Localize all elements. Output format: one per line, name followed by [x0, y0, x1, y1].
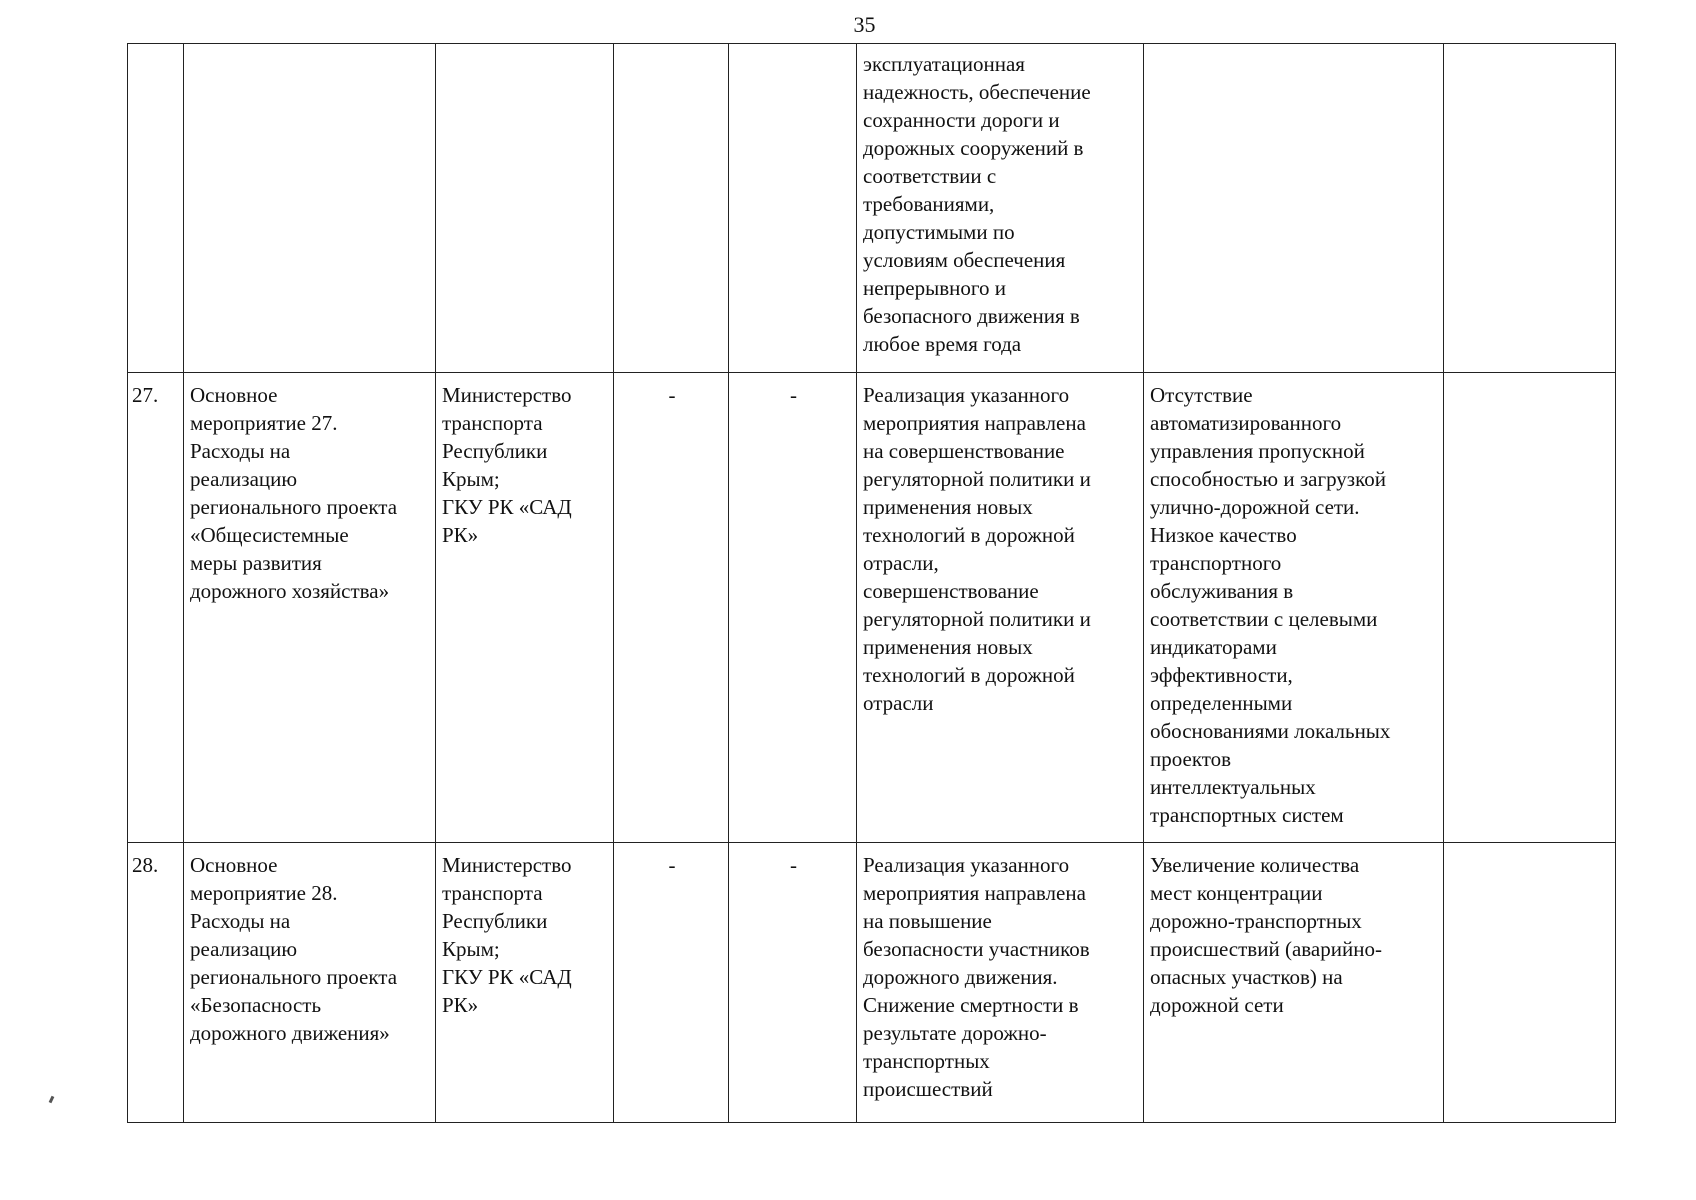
cell-line: непрерывного и: [863, 276, 1006, 300]
dash-cell: -: [729, 373, 857, 843]
cell-line: улично-дорожной сети.: [1150, 495, 1360, 519]
cell-line: транспортных систем: [1150, 803, 1344, 827]
cell-line: ГКУ РК «САД: [442, 495, 572, 519]
cell-line: мероприятия направлена: [863, 411, 1086, 435]
cell-line: соответствии с: [863, 164, 997, 188]
result-cell: [857, 373, 1144, 843]
cell-line: Низкое качество: [1150, 523, 1297, 547]
cell-line: безопасного движения в: [863, 304, 1080, 328]
cell-line: РК»: [442, 523, 479, 547]
page-number: 35: [853, 12, 876, 37]
measure-cell: [184, 843, 436, 1123]
stray-pen-mark: [49, 1096, 55, 1104]
empty-cell: [1444, 843, 1616, 1123]
cell-line: Республики: [442, 439, 548, 463]
cell-line: дорожного хозяйства»: [190, 579, 390, 603]
dash-cell: [614, 44, 729, 373]
dash-cell: -: [614, 843, 729, 1123]
result-cell: [857, 44, 1144, 373]
cell-line: технологий в дорожной: [863, 523, 1075, 547]
cell-line: результате дорожно-: [863, 1021, 1047, 1045]
consequences-cell: [1144, 44, 1444, 373]
cell-line: условиям обеспечения: [863, 248, 1066, 272]
empty-cell: [1444, 44, 1616, 373]
executor-cell: [436, 44, 614, 373]
table-row: [128, 843, 1616, 1123]
consequences-cell: [1144, 843, 1444, 1123]
cell-line: на совершенствование: [863, 439, 1065, 463]
table-row: [128, 44, 1616, 373]
cell-line: мероприятие 27.: [190, 411, 338, 435]
table-body: [128, 44, 1616, 1123]
cell-line: допустимыми по: [863, 220, 1015, 244]
cell-line: транспортного: [1150, 551, 1282, 575]
row-number-cell: 28.: [128, 843, 184, 1123]
measure-cell: [184, 373, 436, 843]
consequences-cell: [1144, 373, 1444, 843]
cell-line: управления пропускной: [1150, 439, 1365, 463]
cell-line: Основное: [190, 383, 278, 407]
cell-line: сохранности дороги и: [863, 108, 1060, 132]
cell-line: способностью и загрузкой: [1150, 467, 1386, 491]
cell-line: надежность, обеспечение: [863, 80, 1091, 104]
cell-line: интеллектуальных: [1150, 775, 1316, 799]
cell-line: безопасности участников: [863, 937, 1090, 961]
empty-cell: [1444, 373, 1616, 843]
cell-line: соответствии с целевыми: [1150, 607, 1378, 631]
cell-line: Крым;: [442, 467, 500, 491]
cell-line: мероприятия направлена: [863, 881, 1086, 905]
cell-line: Расходы на: [190, 439, 291, 463]
cell-line: требованиями,: [863, 192, 995, 216]
cell-line: Отсутствие: [1150, 383, 1253, 407]
cell-line: мест концентрации: [1150, 881, 1323, 905]
cell-line: совершенствование: [863, 579, 1039, 603]
cell-line: транспорта: [442, 411, 543, 435]
cell-line: регуляторной политики и: [863, 607, 1091, 631]
cell-line: Основное: [190, 853, 278, 877]
cell-line: дорожных сооружений в: [863, 136, 1084, 160]
cell-line: эффективности,: [1150, 663, 1293, 687]
cell-line: индикаторами: [1150, 635, 1277, 659]
cell-line: любое время года: [863, 332, 1022, 356]
row-number-cell: 27.: [128, 373, 184, 843]
cell-line: транспортных: [863, 1049, 990, 1073]
cell-line: определенными: [1150, 691, 1293, 715]
cell-line: эксплуатационная: [863, 52, 1025, 76]
measure-cell: [184, 44, 436, 373]
dash-cell: [729, 44, 857, 373]
cell-line: реализацию: [190, 467, 298, 491]
cell-line: Министерство: [442, 383, 572, 407]
cell-line: транспорта: [442, 881, 543, 905]
executor-cell: [436, 843, 614, 1123]
cell-line: Снижение смертности в: [863, 993, 1079, 1017]
cell-line: отрасли: [863, 691, 934, 715]
cell-line: регионального проекта: [190, 965, 398, 989]
cell-line: опасных участков) на: [1150, 965, 1343, 989]
cell-line: Реализация указанного: [863, 383, 1070, 407]
table-row: [128, 373, 1616, 843]
row-number-cell: [128, 44, 184, 373]
cell-line: технологий в дорожной: [863, 663, 1075, 687]
cell-line: происшествий (аварийно-: [1150, 937, 1382, 961]
cell-line: реализацию: [190, 937, 298, 961]
cell-line: автоматизированного: [1150, 411, 1342, 435]
cell-line: «Общесистемные: [190, 523, 349, 547]
executor-cell: [436, 373, 614, 843]
measures-table: [127, 43, 1616, 1123]
cell-line: отрасли,: [863, 551, 939, 575]
cell-line: Расходы на: [190, 909, 291, 933]
cell-line: обслуживания в: [1150, 579, 1294, 603]
cell-line: происшествий: [863, 1077, 993, 1101]
cell-line: дорожного движения»: [190, 1021, 390, 1045]
dash-cell: -: [614, 373, 729, 843]
cell-line: Увеличение количества: [1150, 853, 1360, 877]
cell-line: регионального проекта: [190, 495, 398, 519]
cell-line: ГКУ РК «САД: [442, 965, 572, 989]
cell-line: РК»: [442, 993, 479, 1017]
cell-line: проектов: [1150, 747, 1232, 771]
cell-line: обоснованиями локальных: [1150, 719, 1391, 743]
cell-line: Республики: [442, 909, 548, 933]
cell-line: применения новых: [863, 495, 1033, 519]
cell-line: дорожного движения.: [863, 965, 1058, 989]
cell-line: Крым;: [442, 937, 500, 961]
cell-line: применения новых: [863, 635, 1033, 659]
cell-line: Министерство: [442, 853, 572, 877]
dash-cell: -: [729, 843, 857, 1123]
cell-line: регуляторной политики и: [863, 467, 1091, 491]
result-cell: [857, 843, 1144, 1123]
cell-line: мероприятие 28.: [190, 881, 338, 905]
cell-line: «Безопасность: [190, 993, 322, 1017]
cell-line: дорожно-транспортных: [1150, 909, 1362, 933]
cell-line: Реализация указанного: [863, 853, 1070, 877]
cell-line: дорожной сети: [1150, 993, 1284, 1017]
cell-line: на повышение: [863, 909, 992, 933]
cell-line: меры развития: [190, 551, 322, 575]
